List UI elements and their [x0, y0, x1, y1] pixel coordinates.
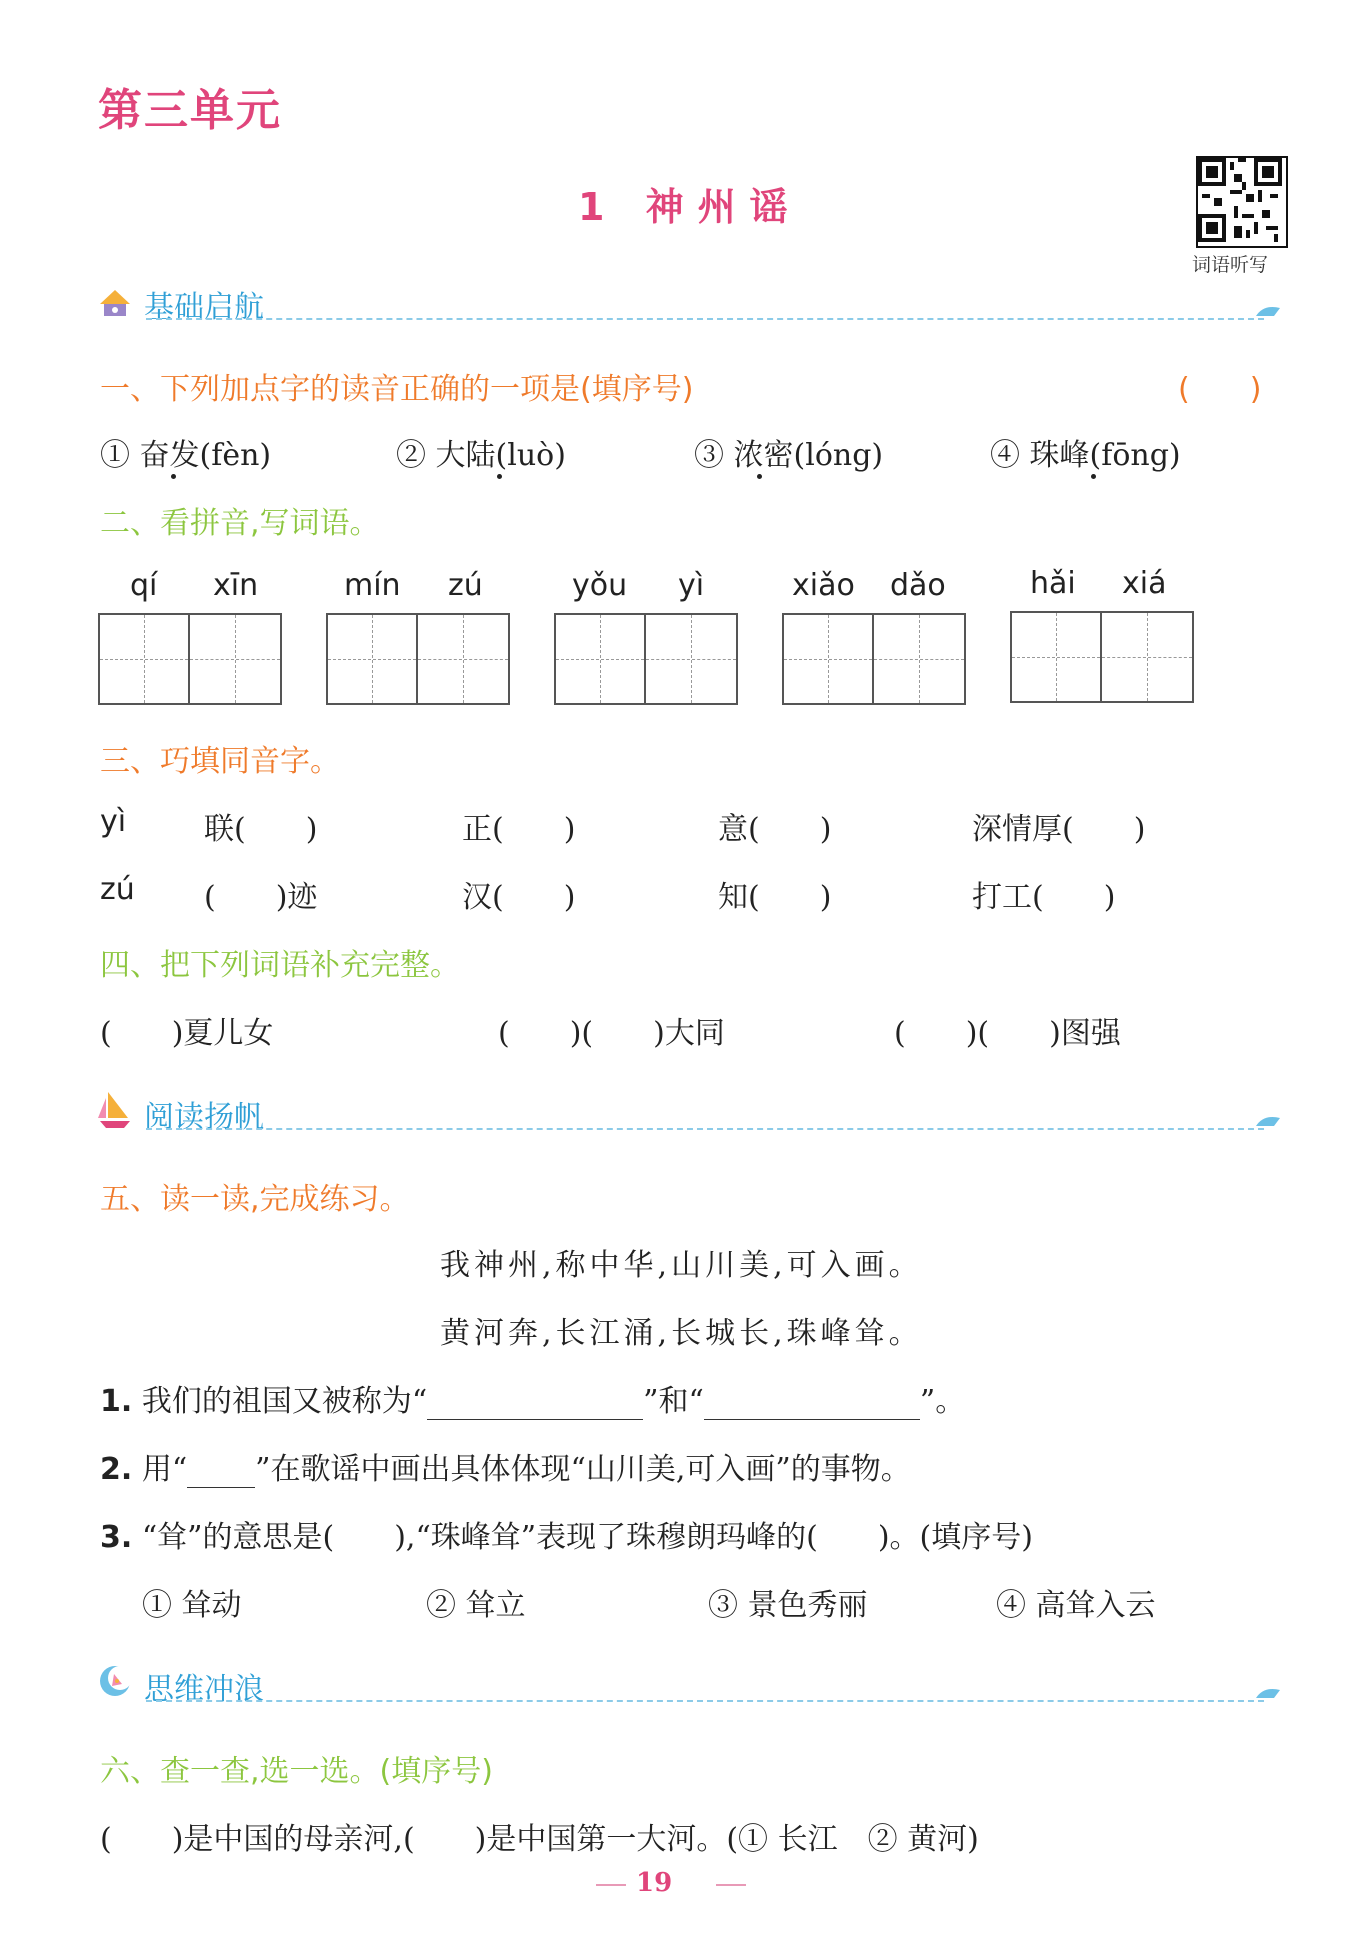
q4-title: 四、把下列词语补充完整。: [100, 948, 460, 983]
q1-title: 一、下列加点字的读音正确的一项是(填序号): [100, 372, 694, 407]
q4-blank-item[interactable]: ( )夏儿女: [100, 1016, 274, 1051]
q1-option[interactable]: ① 奋发(fèn): [100, 438, 272, 473]
pinyin: xīn: [213, 568, 259, 603]
q3-blank-item[interactable]: ( )迹: [204, 880, 318, 915]
writing-grid[interactable]: [1010, 611, 1194, 703]
q4-blank-item[interactable]: ( )( )图强: [894, 1016, 1121, 1051]
section-divider: [146, 318, 1264, 320]
sub-number: 2.: [100, 1452, 133, 1487]
q5-option[interactable]: ② 耸立: [426, 1588, 526, 1623]
pinyin: xiá: [1122, 566, 1167, 601]
pinyin: hǎi: [1030, 566, 1076, 601]
q6-title: 六、查一查,选一选。(填序号): [100, 1754, 493, 1789]
q4-blank-item[interactable]: ( )( )大同: [498, 1016, 725, 1051]
writing-grid[interactable]: [782, 613, 966, 705]
q3-blank-item[interactable]: 深情厚( ): [972, 812, 1146, 847]
q1-answer-paren[interactable]: ( ): [1178, 372, 1262, 407]
q1-option[interactable]: ② 大陆(luò): [396, 438, 566, 473]
emphasis-dot: [171, 474, 176, 479]
section-basic: 基础启航: [144, 290, 264, 325]
pinyin: zú: [448, 568, 483, 603]
q2-title: 二、看拼音,写词语。: [100, 506, 380, 541]
section-divider: [146, 1128, 1264, 1130]
q5-option[interactable]: ③ 景色秀丽: [708, 1588, 868, 1623]
page-number: 19: [636, 1868, 673, 1898]
emphasis-dot: [757, 474, 762, 479]
page-number-dash: [716, 1884, 746, 1886]
poem-line: 黄河奔,长江涌,长城长,珠峰耸。: [440, 1316, 923, 1351]
sub-number: 1.: [100, 1384, 133, 1419]
q3-pinyin: yì: [100, 804, 127, 839]
sailboat-icon: [98, 1090, 132, 1130]
emphasis-dot: [497, 474, 502, 479]
qr-label: 词语听写: [1192, 254, 1269, 276]
emphasis-dot: [1091, 474, 1096, 479]
answer-blank[interactable]: [187, 1459, 255, 1488]
sub-number: 3.: [100, 1520, 133, 1555]
answer-blank[interactable]: [704, 1391, 920, 1420]
q3-title: 三、巧填同音字。: [100, 744, 340, 779]
pinyin: dǎo: [890, 568, 946, 603]
q1-option[interactable]: ④ 珠峰(fōng): [990, 438, 1181, 473]
section-divider: [146, 1700, 1264, 1702]
section-reading: 阅读扬帆: [144, 1100, 264, 1135]
q5-sub3: 3. “耸”的意思是( ),“珠峰耸”表现了珠穆朗玛峰的( )。(填序号): [100, 1520, 1033, 1555]
poem-line: 我神州,称中华,山川美,可入画。: [440, 1248, 923, 1283]
q3-blank-item[interactable]: 意( ): [718, 812, 832, 847]
wave-icon: [1254, 302, 1282, 318]
moon-rocket-icon: [98, 1664, 132, 1698]
q3-blank-item[interactable]: 正( ): [462, 812, 576, 847]
q3-blank-item[interactable]: 打工( ): [972, 880, 1116, 915]
pinyin: mín: [344, 568, 401, 603]
lesson-title: 1 神州谣: [578, 185, 802, 229]
writing-grid[interactable]: [326, 613, 510, 705]
pinyin: qí: [130, 568, 158, 603]
section-thinking: 思维冲浪: [144, 1672, 264, 1707]
sailboat-house-icon: [98, 286, 132, 320]
q5-option[interactable]: ④ 高耸入云: [996, 1588, 1156, 1623]
wave-icon: [1254, 1112, 1282, 1128]
answer-blank[interactable]: [427, 1391, 643, 1420]
q5-sub1: 1. 我们的祖国又被称为“ ”和“ ”。: [100, 1384, 966, 1419]
writing-grid[interactable]: [554, 613, 738, 705]
unit-title: 第三单元: [98, 85, 282, 136]
q5-title: 五、读一读,完成练习。: [100, 1182, 410, 1217]
q3-blank-item[interactable]: 知( ): [718, 880, 832, 915]
q3-blank-item[interactable]: 联( ): [204, 812, 318, 847]
q5-option[interactable]: ① 耸动: [142, 1588, 242, 1623]
wave-icon: [1254, 1684, 1282, 1700]
q3-blank-item[interactable]: 汉( ): [462, 880, 576, 915]
pinyin: yì: [678, 568, 705, 603]
pinyin: xiǎo: [792, 568, 855, 603]
writing-grid[interactable]: [98, 613, 282, 705]
pinyin: yǒu: [572, 568, 628, 603]
qr-code-icon[interactable]: [1196, 156, 1288, 248]
q5-sub2: 2. 用“ ”在歌谣中画出具体体现“山川美,可入画”的事物。: [100, 1452, 911, 1487]
q3-pinyin: zú: [100, 872, 135, 907]
q1-option[interactable]: ③ 浓密(lóng): [694, 438, 884, 473]
page-number-dash: [596, 1884, 626, 1886]
q6-text[interactable]: ( )是中国的母亲河,( )是中国第一大河。(① 长江 ② 黄河): [100, 1822, 979, 1857]
